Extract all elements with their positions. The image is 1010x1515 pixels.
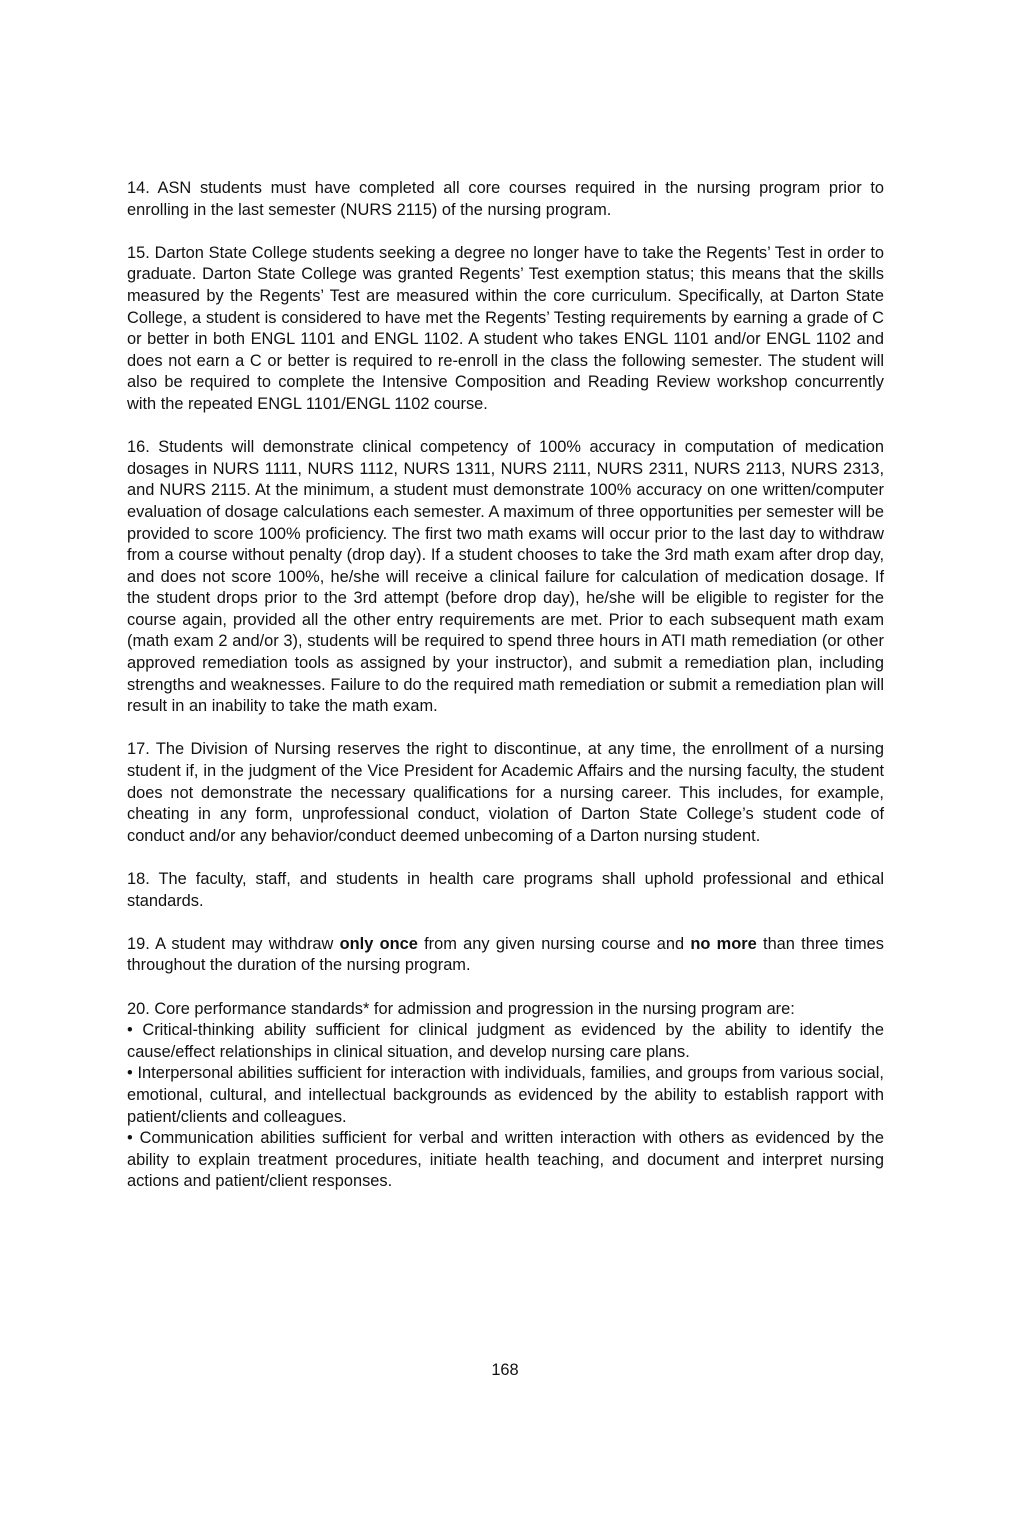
document-body <box>127 178 884 1193</box>
paragraph-19-text-1: 19. A student may withdraw <box>127 934 340 953</box>
paragraph-18: 18. The faculty, staff, and students in health care programs shall uphold professional and ethical standards. <box>127 870 884 910</box>
bullet-interpersonal: • Interpersonal abilities sufficient for interaction with individuals, families, and groups from various social, emotional, cultural, and intellectual backgrounds as evidenced by the ability to establish rapport with patient/clients and colleagues. <box>127 1064 884 1126</box>
bullet-critical-thinking: • Critical-thinking ability sufficient for clinical judgment as evidenced by the ability to identify the cause/effect relationships in clinical situation, and develop nursing care plans. <box>127 1021 884 1061</box>
paragraph-14: 14. ASN students must have completed all core courses required in the nursing program prior to enrolling in the last semester (NURS 2115) of the nursing program. <box>127 179 884 219</box>
bullet-communication: • Communication abilities sufficient for verbal and written interaction with others as evidenced by the ability to explain treatment procedures, initiate health teaching, and document and interpret nursing actions and patient/client responses. <box>127 1129 884 1191</box>
paragraph-20-intro: 20. Core performance standards* for admission and progression in the nursing program are: <box>127 999 795 1018</box>
paragraph-19-bold-only-once: only once <box>339 934 418 953</box>
paragraph-19-text-3: than three times throughout the duration of the nursing program. <box>127 934 884 975</box>
paragraph-15: 15. Darton State College students seeking a degree no longer have to take the Regents’ Test in order to graduate. Darton State College was granted Regents’ Test exemption status; this means that the skills measured by the Regents’ Test are measured within the core curriculum. Specifically, at Darton State College, a student is considered to have met the Regents’ Testing requirements by earning a grade of C or better in both ENGL 1101 and ENGL 1102. A student who takes ENGL 1101 and/or ENGL 1102 and does not earn a C or better is required to re-enroll in the class the following semester. The student will also be required to complete the Intensive Composition and Reading Review workshop concurrently with the repeated ENGL 1101/ENGL 1102 course. <box>127 243 884 413</box>
paragraph-20 <box>127 999 884 1193</box>
paragraph-19 <box>127 934 884 977</box>
paragraph-19-text-2: from any given nursing course and <box>417 934 691 953</box>
paragraph-16: 16. Students will demonstrate clinical competency of 100% accuracy in computation of medication dosages in NURS 1111, NURS 1112, NURS 1311, NURS 2111, NURS 2311, NURS 2113, NURS 2313, and NURS 2115. At the minimum, a student must demonstrate 100% accuracy on one written/computer evaluation of dosage calculations each semester. A maximum of three opportunities per semester will be provided to score 100% proficiency. The first two math exams will occur prior to the last day to withdraw from a course without penalty (drop day). If a student chooses to take the 3rd math exam after drop day, and does not score 100%, he/she will receive a clinical failure for calculation of medication dosage. If the student drops prior to the 3rd attempt (before drop day), he/she will be eligible to register for the course again, provided all the other entry requirements are met. Prior to each subsequent math exam (math exam 2 and/or 3), students will be required to spend three hours in ATI math remediation (or other approved remediation tools as assigned by your instructor), and submit a remediation plan, including strengths and weaknesses. Failure to do the required math remediation or submit a remediation plan will result in an inability to take the math exam. <box>127 438 884 716</box>
paragraph-19-bold-no-more: no more <box>690 934 757 953</box>
paragraph-17: 17. The Division of Nursing reserves the right to discontinue, at any time, the enrollment of a nursing student if, in the judgment of the Vice President for Academic Affairs and the nursing faculty, the student does not demonstrate the necessary qualifications for a nursing career. This includes, for example, cheating in any form, unprofessional conduct, violation of Darton State College’s student code of conduct and/or any behavior/conduct deemed unbecoming of a Darton nursing student. <box>127 740 884 845</box>
page-number: 168 <box>491 1361 519 1379</box>
